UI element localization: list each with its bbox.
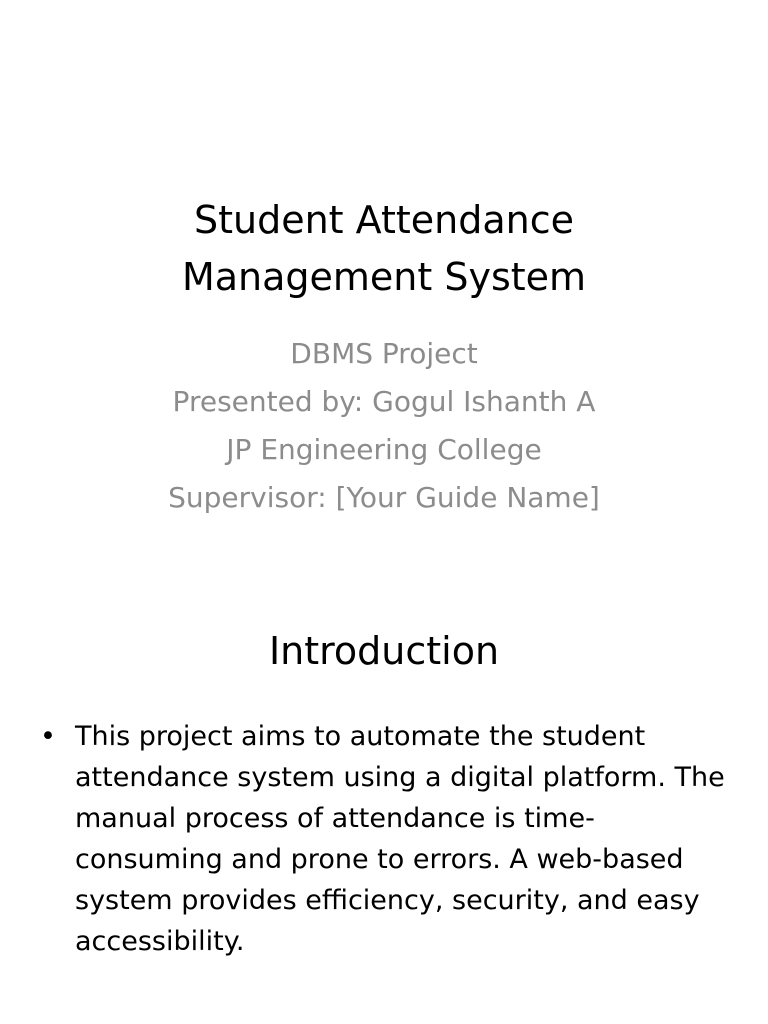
slide-title-line-2: Management System (181, 255, 587, 299)
subtitle-supervisor: Supervisor: [Your Guide Name] (168, 481, 600, 514)
introduction-heading: Introduction (268, 629, 500, 673)
bullet-text: This project aims to automate the student attendance system using a digital platform. The manual process of attendance is time-consuming and prone to errors. A web-based system provides efficiency, security, and easy accessibility. (75, 721, 725, 957)
subtitle-college: JP Engineering College (226, 433, 542, 466)
slide-title (0, 192, 768, 306)
introduction-bullet-list (40, 716, 730, 962)
subtitle-project: DBMS Project (290, 337, 478, 370)
bullet-icon: • (40, 721, 56, 752)
slide-subtitle (0, 330, 768, 522)
subtitle-presenter: Presented by: Gogul Ishanth A (172, 385, 596, 418)
slide-title-line-1: Student Attendance (193, 198, 575, 242)
list-item (40, 716, 730, 962)
